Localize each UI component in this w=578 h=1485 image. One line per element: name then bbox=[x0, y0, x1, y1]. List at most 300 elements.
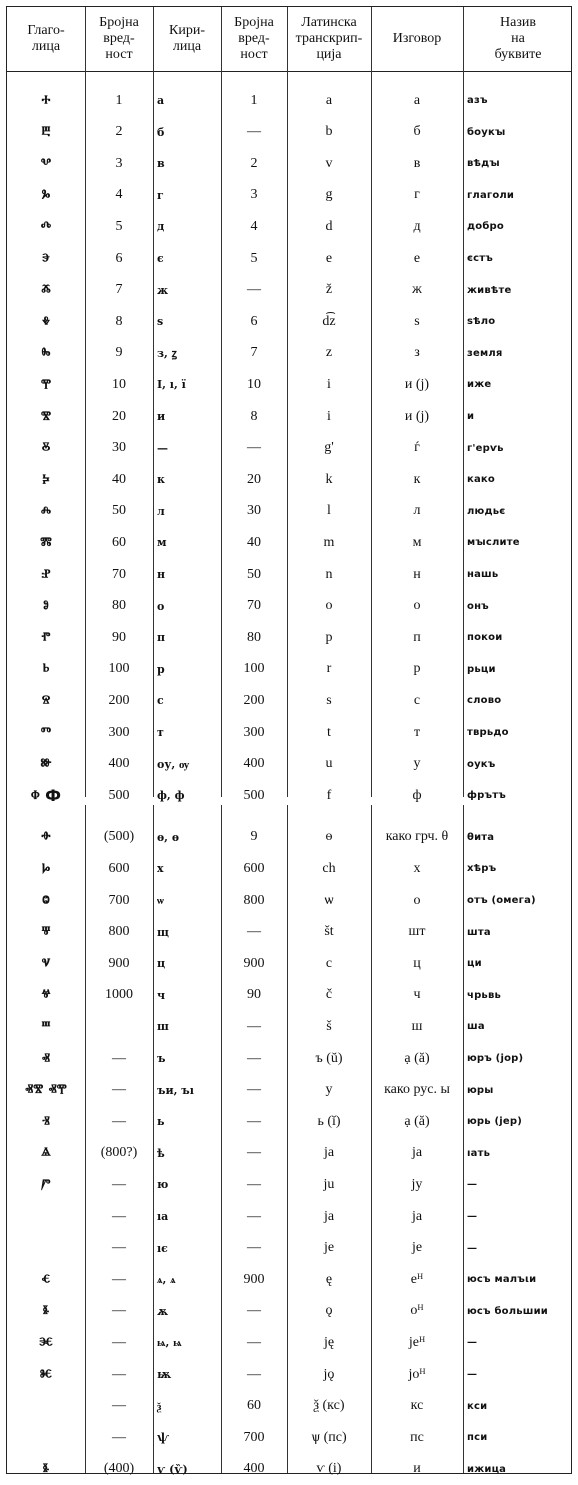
table-body bbox=[7, 71, 571, 1479]
glagolitic-letter: ⱃ bbox=[42, 659, 50, 679]
latin-transcription: d bbox=[325, 218, 333, 234]
glagolitic-letter: ⱓ bbox=[41, 1174, 51, 1194]
latin-transcription: c bbox=[325, 955, 333, 971]
pronunciation: а bbox=[413, 92, 421, 108]
latin-transcription: je bbox=[323, 1240, 335, 1256]
glagolitic-value: 10 bbox=[112, 376, 126, 392]
pronunciation: пс bbox=[410, 1429, 424, 1445]
pronunciation: з bbox=[414, 345, 420, 361]
cyrillic-value: — bbox=[247, 124, 261, 140]
letter-name: ша bbox=[467, 1021, 485, 1033]
cyrillic-value: 300 bbox=[243, 724, 265, 740]
cyrillic-value: 700 bbox=[243, 1429, 265, 1445]
table-row bbox=[7, 1359, 571, 1390]
cyrillic-value: 600 bbox=[243, 860, 265, 876]
table-row bbox=[7, 1169, 571, 1200]
latin-transcription: č bbox=[325, 987, 333, 1003]
letter-name: юры bbox=[467, 1084, 494, 1096]
pronunciation: шт bbox=[408, 924, 426, 940]
table-row bbox=[7, 243, 571, 274]
pronunciation: s bbox=[414, 313, 420, 329]
glagolitic-letter: ⰺ bbox=[40, 406, 52, 426]
glagolitic-value: 500 bbox=[108, 787, 130, 803]
pronunciation: и (j) bbox=[404, 376, 430, 392]
table-row bbox=[7, 622, 571, 653]
glagolitic-letter: ⰰ bbox=[41, 90, 51, 110]
latin-transcription: n bbox=[325, 566, 333, 582]
table-row bbox=[7, 1138, 571, 1169]
cyrillic-letter: ф, ф bbox=[157, 789, 185, 803]
glagolitic-value: 60 bbox=[112, 534, 126, 550]
cyrillic-value: 100 bbox=[243, 661, 265, 677]
latin-transcription: ž bbox=[325, 282, 333, 298]
cyrillic-value: — bbox=[247, 1082, 261, 1098]
table-row bbox=[7, 180, 571, 211]
pronunciation: jeᴴ bbox=[408, 1334, 426, 1350]
table-row bbox=[7, 591, 571, 622]
table-row bbox=[7, 1075, 571, 1106]
table-row bbox=[7, 117, 571, 148]
pronunciation: je bbox=[411, 1240, 423, 1256]
glagolitic-value: 9 bbox=[115, 345, 123, 361]
pronunciation: м bbox=[412, 534, 422, 550]
latin-transcription: i bbox=[327, 408, 331, 424]
cyrillic-letter: ѡ bbox=[157, 894, 164, 907]
pronunciation: ѓ bbox=[414, 440, 420, 456]
latin-transcription: g bbox=[325, 187, 333, 203]
cyrillic-value: 7 bbox=[250, 345, 258, 361]
table-row bbox=[7, 559, 571, 590]
pronunciation: у bbox=[413, 756, 421, 772]
letter-name: боукꙑ bbox=[467, 126, 506, 138]
letter-name: земля bbox=[467, 347, 503, 359]
letter-name: г'ерѵь bbox=[467, 442, 504, 454]
pronunciation: к bbox=[413, 471, 421, 487]
pronunciation: и (j) bbox=[404, 408, 430, 424]
glagolitic-letter: ⰻ bbox=[41, 438, 51, 458]
letter-name: юрь (јер) bbox=[467, 1116, 522, 1128]
pronunciation: т bbox=[413, 724, 421, 740]
table-row bbox=[7, 275, 571, 306]
letter-name: мꙑслите bbox=[467, 537, 520, 549]
glagolitic-value: — bbox=[112, 1050, 126, 1066]
letter-name: кси bbox=[467, 1400, 488, 1412]
table-row bbox=[7, 780, 571, 811]
letter-name: азъ bbox=[467, 95, 488, 106]
cyrillic-letter: ѯ bbox=[157, 1399, 162, 1413]
letter-name: людьє bbox=[467, 505, 506, 517]
glagolitic-value: (800?) bbox=[100, 1145, 138, 1161]
table-row bbox=[7, 148, 571, 179]
glagolitic-value: — bbox=[112, 1208, 126, 1224]
pronunciation: ч bbox=[413, 987, 421, 1003]
glagolitic-letter: ⱇ Ф bbox=[30, 785, 62, 805]
pronunciation: х bbox=[413, 860, 421, 876]
pronunciation: како рус. ы bbox=[384, 1082, 450, 1098]
cyrillic-value: — bbox=[247, 1050, 261, 1066]
letter-name: — bbox=[467, 1369, 478, 1380]
letter-name: оукъ bbox=[467, 758, 496, 770]
cyrillic-letter: т bbox=[157, 726, 164, 739]
letter-name: юсъ малъιи bbox=[467, 1274, 537, 1286]
cyrillic-letter: ю bbox=[157, 1178, 169, 1192]
glagolitic-letter: ⰳ bbox=[41, 185, 51, 205]
glagolitic-letter: ⱋ bbox=[41, 922, 51, 942]
latin-transcription: ь (ĭ) bbox=[317, 1113, 341, 1129]
glagolitic-value: 50 bbox=[112, 503, 126, 519]
cyrillic-letter: л bbox=[157, 504, 165, 518]
table-row bbox=[7, 464, 571, 495]
glagolitic-letter: ⱏ bbox=[42, 1048, 50, 1068]
header-latin-transcription: Латинска транскрип- ција bbox=[295, 15, 363, 62]
header-letter-name: Назив на буквите bbox=[494, 15, 542, 62]
cyrillic-letter: з, ꙁ bbox=[157, 346, 177, 360]
table-row bbox=[7, 948, 571, 979]
glagolitic-letter: ⱘ bbox=[40, 1364, 52, 1384]
glagolitic-letter: ⱍ bbox=[41, 985, 51, 1005]
latin-transcription: ǫ bbox=[325, 1303, 333, 1319]
cyrillic-letter: — bbox=[157, 441, 168, 455]
table-header bbox=[7, 7, 571, 72]
latin-transcription: p bbox=[325, 629, 333, 645]
cyrillic-letter: р bbox=[157, 662, 165, 676]
cyrillic-letter: а bbox=[157, 94, 165, 107]
glagolitic-value: 5 bbox=[115, 218, 123, 234]
cyrillic-letter: д bbox=[157, 220, 165, 234]
glagolitic-value: 70 bbox=[112, 566, 126, 582]
latin-transcription: i bbox=[327, 376, 331, 392]
latin-transcription: ъ (ŭ) bbox=[315, 1050, 343, 1066]
cyrillic-value: 90 bbox=[247, 987, 261, 1003]
cyrillic-letter: щ bbox=[157, 925, 169, 939]
table-row bbox=[7, 853, 571, 884]
glagolitic-value: — bbox=[112, 1113, 126, 1129]
glagolitic-value: 8 bbox=[115, 313, 123, 329]
pronunciation: кс bbox=[410, 1398, 424, 1414]
letter-name: иже bbox=[467, 379, 492, 391]
glagolitic-value: 400 bbox=[108, 756, 130, 772]
glagolitic-value: — bbox=[112, 1429, 126, 1445]
table-row bbox=[7, 338, 571, 369]
letter-name: — bbox=[467, 1179, 478, 1191]
glagolitic-value: — bbox=[112, 1082, 126, 1098]
header-cyrillic: Кири- лица bbox=[169, 23, 205, 54]
glagolitic-letter: ⰷ bbox=[42, 311, 50, 331]
glagolitic-letter: ⰲ bbox=[40, 153, 52, 173]
cyrillic-value: 8 bbox=[250, 408, 258, 424]
letter-name: шта bbox=[467, 926, 491, 938]
table-row bbox=[7, 685, 571, 716]
letter-name: онъ bbox=[467, 600, 489, 612]
pronunciation: ф bbox=[412, 787, 422, 803]
latin-transcription: y bbox=[325, 1082, 333, 1098]
letter-name: хѣръ bbox=[467, 863, 497, 875]
letter-name: добро bbox=[467, 221, 504, 233]
glagolitic-letter bbox=[7, 1391, 85, 1422]
letter-name: тврьдо bbox=[467, 727, 509, 738]
glagolitic-value: 90 bbox=[112, 629, 126, 645]
glagolitic-letter: ⱂ bbox=[41, 627, 51, 647]
latin-transcription: o bbox=[325, 598, 333, 614]
pronunciation: joᴴ bbox=[408, 1366, 426, 1382]
glagolitic-letter: ⱗ bbox=[39, 1332, 53, 1352]
pronunciation: ạ (ă) bbox=[404, 1050, 430, 1066]
glagolitic-letter: ⱛ bbox=[42, 1459, 50, 1479]
latin-transcription: s bbox=[326, 692, 332, 708]
latin-transcription: jǫ bbox=[323, 1366, 335, 1382]
cyrillic-value: — bbox=[247, 440, 261, 456]
pronunciation: ц bbox=[413, 955, 421, 971]
glagolitic-letter: ⰾ bbox=[40, 501, 52, 521]
glagolitic-value: 80 bbox=[112, 598, 126, 614]
table-row bbox=[7, 749, 571, 780]
glagolitic-value: 30 bbox=[112, 440, 126, 456]
letter-name: живѣте bbox=[467, 284, 512, 296]
letter-name: рьци bbox=[467, 663, 496, 675]
glagolitic-letter: ⰵ bbox=[42, 248, 50, 268]
glagolitic-value: 20 bbox=[112, 408, 126, 424]
latin-transcription: r bbox=[326, 661, 332, 677]
glagolitic-letter: ⱚ bbox=[41, 827, 51, 847]
table-row bbox=[7, 717, 571, 748]
glagolitic-letter: ⱐ bbox=[42, 1111, 50, 1131]
glagolitic-value: 1000 bbox=[105, 987, 133, 1003]
table-row bbox=[7, 1296, 571, 1327]
letter-name: єстъ bbox=[467, 253, 493, 264]
cyrillic-letter: ѭ bbox=[157, 1368, 172, 1381]
cyrillic-letter: ѣ bbox=[157, 1146, 165, 1160]
letter-name: — bbox=[467, 1242, 478, 1254]
pronunciation: ш bbox=[411, 1018, 423, 1034]
pronunciation: и bbox=[413, 1461, 421, 1477]
cyrillic-value: 3 bbox=[250, 187, 258, 203]
cyrillic-value: 9 bbox=[250, 829, 258, 845]
cyrillic-letter: ъ bbox=[157, 1052, 166, 1065]
pronunciation: д bbox=[413, 218, 421, 234]
pronunciation: п bbox=[413, 629, 421, 645]
pronunciation: с bbox=[413, 692, 421, 708]
latin-transcription: ę bbox=[325, 1271, 333, 1287]
cyrillic-value: — bbox=[247, 1113, 261, 1129]
letter-name: ижица bbox=[467, 1463, 507, 1475]
cyrillic-letter: с bbox=[157, 694, 164, 708]
pronunciation: л bbox=[413, 503, 421, 519]
cyrillic-value: 60 bbox=[247, 1398, 261, 1414]
cyrillic-letter: ь bbox=[157, 1115, 165, 1129]
glagolitic-value: — bbox=[112, 1366, 126, 1382]
letter-name: глаголи bbox=[467, 189, 515, 201]
latin-transcription: z bbox=[325, 345, 333, 361]
letter-name: ци bbox=[467, 958, 482, 970]
table-row bbox=[7, 885, 571, 916]
cyrillic-value: — bbox=[247, 1303, 261, 1319]
cyrillic-letter: ѕ bbox=[157, 315, 164, 329]
latin-transcription: š bbox=[326, 1018, 332, 1034]
cyrillic-letter: ц bbox=[157, 957, 166, 971]
cyrillic-value: 1 bbox=[250, 92, 258, 108]
table-row bbox=[7, 527, 571, 558]
letter-name: юсъ большии bbox=[467, 1305, 548, 1317]
cyrillic-letter: ѱ bbox=[157, 1431, 170, 1445]
cyrillic-letter: к bbox=[157, 473, 165, 487]
letter-name: фрътъ bbox=[467, 790, 506, 802]
cyrillic-value: — bbox=[247, 1145, 261, 1161]
letter-name: ѕѣло bbox=[467, 316, 496, 328]
glagolitic-value bbox=[85, 1011, 153, 1042]
cyrillic-letter: г bbox=[157, 188, 164, 202]
cyrillic-value: 900 bbox=[243, 955, 265, 971]
glagolitic-letter: ⱌ bbox=[41, 953, 51, 973]
glagolitic-letter: ⱀ bbox=[41, 564, 51, 584]
latin-transcription: ѵ (i) bbox=[316, 1461, 342, 1477]
latin-transcription: l bbox=[327, 503, 331, 519]
cyrillic-letter: ѧ, ѧ bbox=[157, 1273, 176, 1287]
glagolitic-letter: ⰱ bbox=[41, 122, 51, 142]
pronunciation: г bbox=[414, 187, 420, 203]
pronunciation: oᴴ bbox=[410, 1303, 424, 1319]
glagolitic-letter: ⱄ bbox=[41, 690, 51, 710]
table-row bbox=[7, 369, 571, 400]
letter-name: и bbox=[467, 411, 475, 422]
glagolitic-value: 4 bbox=[115, 187, 123, 203]
latin-transcription: ѡ bbox=[324, 892, 334, 908]
pronunciation: р bbox=[413, 661, 421, 677]
cyrillic-value: 6 bbox=[250, 313, 258, 329]
table-row bbox=[7, 1043, 571, 1074]
cyrillic-letter: о bbox=[157, 599, 165, 613]
cyrillic-value: 50 bbox=[247, 566, 261, 582]
cyrillic-letter: в bbox=[157, 157, 165, 171]
table-row bbox=[7, 1106, 571, 1137]
pronunciation: е bbox=[413, 250, 421, 266]
table-row bbox=[7, 1233, 571, 1264]
table-row bbox=[7, 433, 571, 464]
table-row bbox=[7, 401, 571, 432]
glagolitic-value: — bbox=[112, 1334, 126, 1350]
pronunciation: о bbox=[413, 598, 421, 614]
letter-name: како bbox=[467, 474, 495, 486]
cyrillic-letter: ıа bbox=[157, 1210, 169, 1223]
latin-transcription: v bbox=[325, 155, 333, 171]
pronunciation: б bbox=[413, 124, 421, 140]
glagolitic-letter: ⱛ bbox=[42, 1301, 50, 1321]
latin-transcription: e bbox=[325, 250, 333, 266]
letter-name: покои bbox=[467, 632, 503, 644]
cyrillic-letter: и bbox=[157, 410, 166, 423]
cyrillic-value: — bbox=[247, 1176, 261, 1192]
glagolitic-letter: ⰽ bbox=[42, 469, 50, 489]
glagolitic-value: — bbox=[112, 1303, 126, 1319]
cyrillic-value: 30 bbox=[247, 503, 261, 519]
latin-transcription: ja bbox=[323, 1145, 335, 1161]
glagolitic-letter bbox=[7, 1422, 85, 1453]
glagolitic-value: — bbox=[112, 1271, 126, 1287]
cyrillic-value: 10 bbox=[247, 376, 261, 392]
glagolitic-letter: ⱁ bbox=[43, 596, 49, 616]
table-row bbox=[7, 1327, 571, 1358]
pronunciation: како грч. θ bbox=[385, 829, 449, 845]
table-row bbox=[7, 1011, 571, 1042]
glagolitic-value: 3 bbox=[115, 155, 123, 171]
glagolitic-letter: ⰿ bbox=[40, 532, 52, 552]
cyrillic-letter: б bbox=[157, 125, 165, 139]
cyrillic-letter: п bbox=[157, 631, 166, 645]
table-row bbox=[7, 980, 571, 1011]
glagolitic-letter: ⰴ bbox=[40, 216, 52, 236]
letter-name: юръ (јор) bbox=[467, 1053, 524, 1064]
glagolitic-letter: ⱔ bbox=[41, 1269, 51, 1289]
glagolitic-cyrillic-table bbox=[6, 6, 572, 1479]
cyrillic-value: — bbox=[247, 1366, 261, 1382]
latin-transcription: a bbox=[325, 92, 333, 108]
glagolitic-letter bbox=[7, 1201, 85, 1232]
glagolitic-letter: ⰹ bbox=[40, 374, 51, 394]
header-glagolitic: Глаго- лица bbox=[27, 23, 65, 54]
latin-transcription: ch bbox=[322, 860, 336, 876]
cyrillic-letter: ѫ bbox=[157, 1304, 169, 1318]
pronunciation: ж bbox=[412, 282, 422, 298]
table-row bbox=[7, 1264, 571, 1295]
glagolitic-letter: ⱅ bbox=[40, 722, 52, 742]
latin-transcription: b bbox=[325, 124, 333, 140]
glagolitic-value: (400) bbox=[103, 1461, 135, 1477]
table-row bbox=[7, 306, 571, 337]
glagolitic-letter: ⱎ bbox=[41, 1016, 51, 1036]
cyrillic-letter: ѩ, ѩ bbox=[157, 1336, 182, 1350]
letter-name: нашь bbox=[467, 569, 499, 580]
letter-name: отъ (омега) bbox=[467, 895, 536, 906]
latin-transcription: k bbox=[325, 471, 333, 487]
letter-name: пси bbox=[467, 1432, 488, 1444]
cyrillic-value: 500 bbox=[243, 787, 265, 803]
cyrillic-letter: ч bbox=[157, 988, 166, 1002]
cyrillic-value: — bbox=[247, 924, 261, 940]
latin-transcription: u bbox=[325, 756, 333, 772]
cyrillic-value: — bbox=[247, 282, 261, 298]
glagolitic-value: 1 bbox=[115, 92, 123, 108]
glagolitic-value: 100 bbox=[108, 661, 130, 677]
cyrillic-value: — bbox=[247, 1334, 261, 1350]
latin-transcription: g' bbox=[324, 440, 334, 456]
cyrillic-value: 4 bbox=[250, 218, 258, 234]
table-row bbox=[7, 85, 571, 116]
letter-name: — bbox=[467, 1211, 478, 1222]
latin-transcription: št bbox=[324, 924, 334, 940]
table-row bbox=[7, 211, 571, 242]
glagolitic-letter: ⰶ bbox=[41, 280, 51, 300]
glagolitic-letter: ⱉ bbox=[42, 890, 50, 910]
cyrillic-letter: н bbox=[157, 568, 166, 581]
pronunciation: jy bbox=[411, 1176, 423, 1192]
cyrillic-value: — bbox=[247, 1240, 261, 1256]
glagolitic-value: — bbox=[112, 1398, 126, 1414]
cyrillic-value: 20 bbox=[247, 471, 261, 487]
glagolitic-letter: ⱆ bbox=[40, 754, 52, 774]
header-glagolitic-value: Бројна вред- ност bbox=[99, 15, 139, 62]
table-row bbox=[7, 917, 571, 948]
table-row bbox=[7, 1422, 571, 1453]
cyrillic-letter: ѵ (ѷ) bbox=[157, 1462, 188, 1476]
glagolitic-letter: ⱏⰺ ⱏⰹ bbox=[25, 1080, 67, 1100]
cyrillic-value: 2 bbox=[250, 155, 258, 171]
cyrillic-letter: ж bbox=[157, 283, 169, 297]
letter-name: чрьвь bbox=[467, 989, 501, 1001]
table-row bbox=[7, 822, 571, 853]
pronunciation: ja bbox=[411, 1145, 423, 1161]
glagolitic-value: 40 bbox=[112, 471, 126, 487]
table-row bbox=[7, 496, 571, 527]
cyrillic-letter: є bbox=[157, 252, 164, 265]
